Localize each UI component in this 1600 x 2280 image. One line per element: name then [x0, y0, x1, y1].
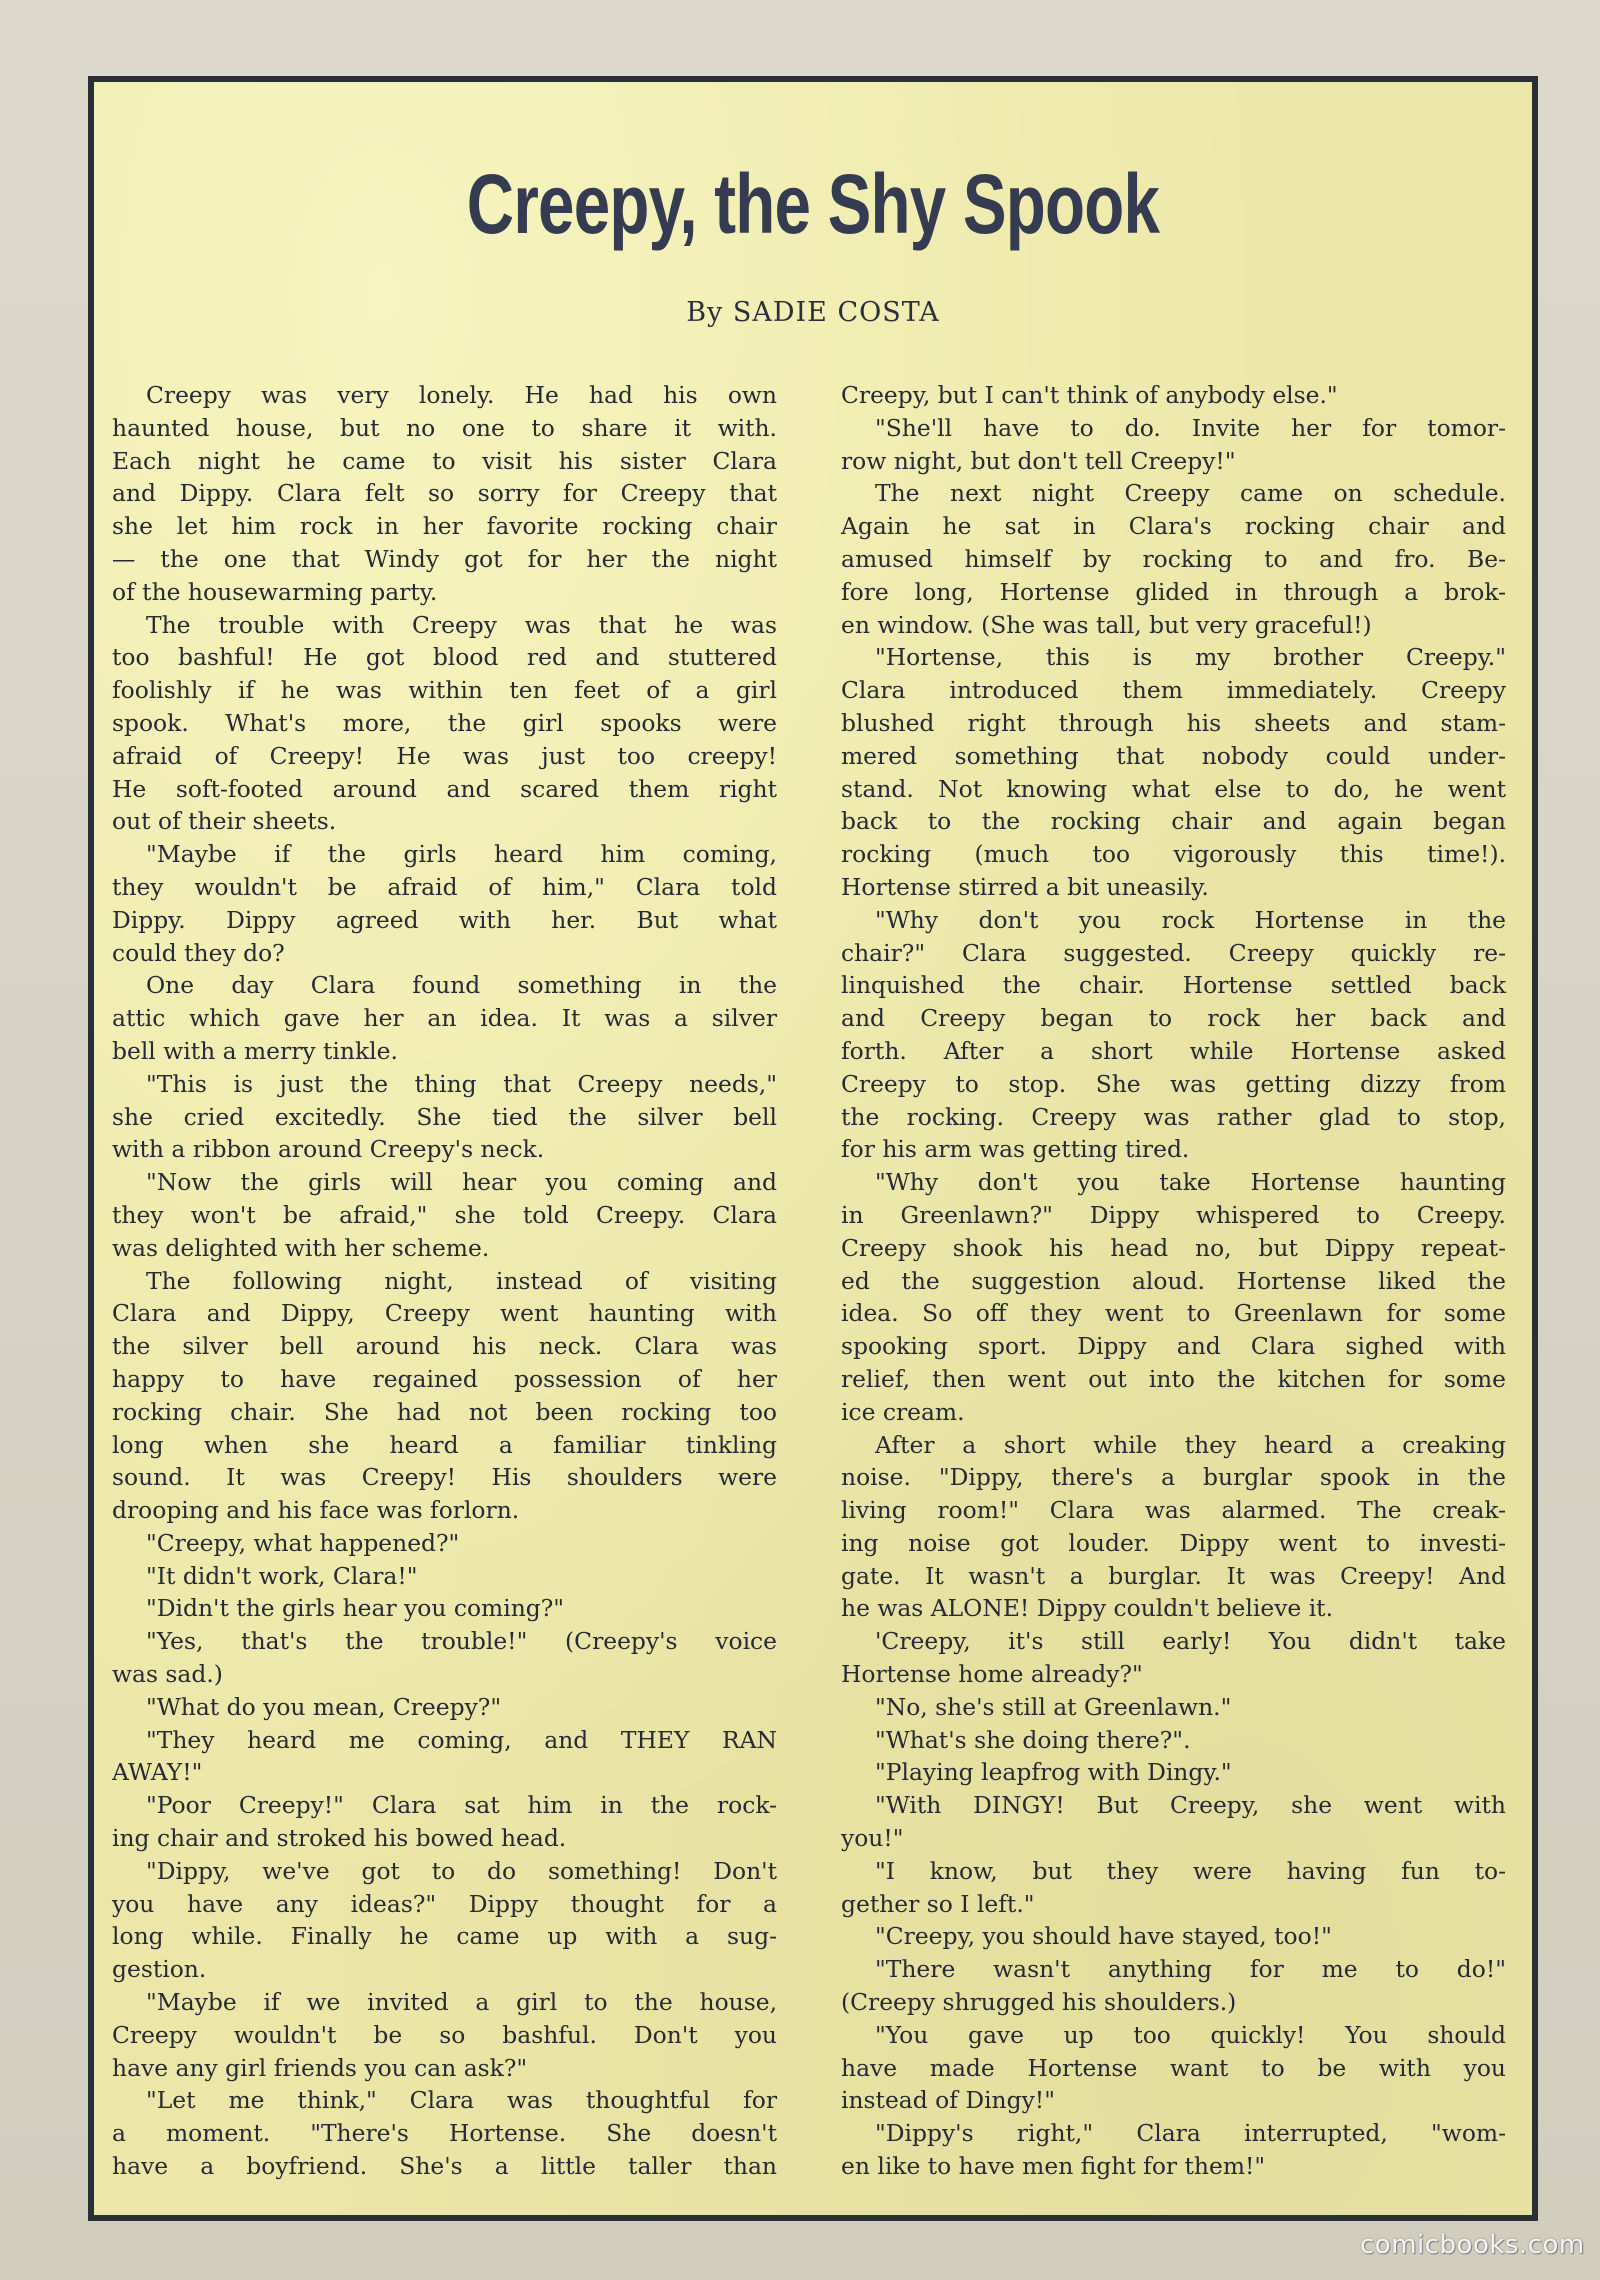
story-line: amused himself by rocking to and fro. Be- [841, 544, 1506, 573]
story-byline: By SADIE COSTA [686, 297, 940, 328]
story-line: stand. Not knowing what else to do, he went [841, 774, 1506, 803]
story-line: spook. What's more, the girl spooks were [112, 708, 777, 737]
story-line: the silver bell around his neck. Clara was [112, 1332, 777, 1361]
story-line: too bashful! He got blood red and stuttered [112, 643, 777, 672]
story-line: The next night Creepy came on schedule. [875, 479, 1506, 508]
story-line: forth. After a short while Hortense asked [841, 1036, 1506, 1065]
story-line: afraid of Creepy! He was just too creepy! [112, 741, 777, 770]
story-line: "Poor Creepy!" Clara sat him in the rock- [146, 1791, 777, 1820]
story-line: foolishly if he was within ten feet of a girl [112, 676, 777, 705]
story-line: drooping and his face was forlorn. [112, 1496, 520, 1525]
story-line: "There wasn't anything for me to do!" [875, 1955, 1506, 1984]
story-line: "Why don't you take Hortense haunting [875, 1168, 1506, 1197]
story-line: "What's she doing there?". [875, 1725, 1191, 1754]
story-line: have made Hortense want to be with you [841, 2053, 1506, 2082]
story-line: "She'll have to do. Invite her for tomor- [875, 413, 1506, 442]
story-line: Creepy wouldn't be so bashful. Don't you [112, 2020, 777, 2049]
story-line: "Playing leapfrog with Dingy." [875, 1758, 1232, 1787]
story-line: en window. (She was tall, but very graceful!) [841, 610, 1372, 639]
story-line: "Yes, that's the trouble!" (Creepy's voice [146, 1627, 777, 1656]
story-line: linquished the chair. Hortense settled back [841, 971, 1506, 1000]
story-line: ing noise got louder. Dippy went to investi- [841, 1528, 1506, 1557]
story-line: "With DINGY! But Creepy, she went with [875, 1791, 1506, 1820]
story-line: happy to have regained possession of her [112, 1364, 777, 1393]
story-line: haunted house, but no one to share it with. [112, 413, 777, 442]
story-line: you have any ideas?" Dippy thought for a [112, 1889, 777, 1918]
story-line: she let him rock in her favorite rocking chair [112, 512, 777, 541]
story-line: for his arm was getting tired. [841, 1135, 1190, 1164]
story-line: Creepy was very lonely. He had his own [146, 381, 777, 409]
text-column-right [841, 379, 1506, 2183]
story-line: "You gave up too quickly! You should [875, 2020, 1506, 2049]
story-line: was sad.) [112, 1660, 223, 1689]
text-column-left [112, 379, 777, 2183]
story-line: "Let me think," Clara was thoughtful for [146, 2086, 777, 2115]
story-line: Each night he came to visit his sister Clara [112, 446, 777, 475]
story-line: gestion. [112, 1955, 207, 1984]
story-line: sound. It was Creepy! His shoulders were [112, 1463, 777, 1492]
story-line: Clara and Dippy, Creepy went haunting with [112, 1299, 777, 1328]
story-line: gate. It wasn't a burglar. It was Creepy! And [841, 1561, 1506, 1590]
story-line: After a short while they heard a creaking [875, 1430, 1506, 1459]
story-line: back to the rocking chair and again began [841, 807, 1506, 836]
story-line: — the one that Windy got for her the night [112, 544, 777, 573]
story-line: (Creepy shrugged his shoulders.) [841, 1988, 1237, 2017]
story-title: Creepy, the Shy Spook [466, 157, 1160, 251]
story-line: "This is just the thing that Creepy needs," [146, 1069, 777, 1098]
story-line: Creepy, but I can't think of anybody else." [841, 381, 1338, 409]
story-line: with a ribbon around Creepy's neck. [112, 1135, 545, 1164]
story-line: and Creepy began to rock her back and [841, 1004, 1506, 1033]
story-line: have any girl friends you can ask?" [112, 2053, 528, 2082]
story-line: "Maybe if the girls heard him coming, [146, 840, 777, 869]
story-line: "Creepy, what happened?" [146, 1528, 460, 1557]
story-line: "I know, but they were having fun to- [875, 1856, 1506, 1885]
story-line: was delighted with her scheme. [112, 1233, 490, 1262]
story-line: and Dippy. Clara felt so sorry for Creepy that [112, 479, 777, 508]
story-line: rocking chair. She had not been rocking too [112, 1397, 777, 1426]
story-line: "Now the girls will hear you coming and [146, 1168, 777, 1197]
story-line: they wouldn't be afraid of him," Clara told [112, 872, 777, 901]
story-line: "Why don't you rock Hortense in the [875, 905, 1506, 934]
story-line: The following night, instead of visiting [146, 1266, 777, 1295]
story-line: Hortense stirred a bit uneasily. [841, 872, 1209, 901]
story-line: 'Creepy, it's still early! You didn't take [875, 1627, 1506, 1656]
story-line: spooking sport. Dippy and Clara sighed with [841, 1332, 1506, 1361]
story-line: ed the suggestion aloud. Hortense liked the [841, 1266, 1506, 1295]
story-line: he was ALONE! Dippy couldn't believe it. [841, 1594, 1334, 1623]
story-line: Creepy to stop. She was getting dizzy from [841, 1069, 1506, 1098]
story-line: they won't be afraid," she told Creepy. Clara [112, 1200, 777, 1229]
story-line: Dippy. Dippy agreed with her. But what [112, 905, 777, 934]
story-line: out of their sheets. [112, 807, 337, 836]
story-line: long while. Finally he came up with a sug- [112, 1922, 777, 1951]
story-line: she cried excitedly. She tied the silver bell [112, 1102, 777, 1131]
story-line: mered something that nobody could under- [841, 741, 1506, 770]
story-line: en like to have men fight for them!" [841, 2152, 1266, 2181]
story-line: noise. "Dippy, there's a burglar spook in the [841, 1463, 1506, 1492]
story-line: gether so I left." [841, 1889, 1035, 1918]
story-line: Creepy shook his head no, but Dippy repeat- [841, 1233, 1506, 1262]
site-watermark: comicbooks.com [1360, 2230, 1585, 2260]
story-line: "Didn't the girls hear you coming?" [146, 1594, 565, 1623]
story-line: "Creepy, you should have stayed, too!" [875, 1922, 1332, 1951]
story-panel [88, 76, 1538, 2221]
story-line: "It didn't work, Clara!" [146, 1561, 418, 1590]
story-line: ice cream. [841, 1397, 965, 1426]
story-line: The trouble with Creepy was that he was [146, 610, 777, 639]
story-line: Clara introduced them immediately. Creepy [841, 676, 1506, 705]
story-line: instead of Dingy!" [841, 2086, 1055, 2115]
story-line: of the housewarming party. [112, 577, 438, 606]
story-line: One day Clara found something in the [146, 971, 777, 1000]
story-line: living room!" Clara was alarmed. The creak- [841, 1496, 1506, 1525]
story-line: AWAY!" [112, 1758, 203, 1787]
story-line: attic which gave her an idea. It was a silver [112, 1004, 777, 1033]
story-line: He soft-footed around and scared them right [112, 774, 777, 803]
story-line: relief, then went out into the kitchen for some [841, 1364, 1506, 1393]
story-line: ing chair and stroked his bowed head. [112, 1824, 567, 1853]
story-line: row night, but don't tell Creepy!" [841, 446, 1236, 475]
story-line: Hortense home already?" [841, 1660, 1143, 1689]
story-line: chair?" Clara suggested. Creepy quickly re- [841, 938, 1506, 967]
story-line: could they do? [112, 938, 285, 967]
story-line: fore long, Hortense glided in through a brok- [841, 577, 1506, 606]
story-line: blushed right through his sheets and stam- [841, 708, 1506, 737]
story-line: "What do you mean, Creepy?" [146, 1692, 502, 1721]
story-line: "They heard me coming, and THEY RAN [146, 1725, 777, 1754]
story-line: "Dippy, we've got to do something! Don't [146, 1856, 777, 1885]
story-line: "No, she's still at Greenlawn." [875, 1692, 1232, 1721]
story-line: idea. So off they went to Greenlawn for some [841, 1299, 1506, 1328]
story-line: have a boyfriend. She's a little taller than [112, 2152, 777, 2181]
story-line: bell with a merry tinkle. [112, 1036, 398, 1065]
story-line: rocking (much too vigorously this time!). [841, 840, 1506, 869]
story-line: "Maybe if we invited a girl to the house, [146, 1988, 777, 2017]
story-line: you!" [841, 1824, 904, 1853]
story-line: the rocking. Creepy was rather glad to stop, [841, 1102, 1506, 1131]
story-line: "Dippy's right," Clara interrupted, "wom- [875, 2119, 1506, 2148]
story-line: long when she heard a familiar tinkling [112, 1430, 777, 1459]
story-line: a moment. "There's Hortense. She doesn't [112, 2119, 777, 2148]
story-line: "Hortense, this is my brother Creepy." [875, 643, 1506, 672]
story-line: in Greenlawn?" Dippy whispered to Creepy. [841, 1200, 1506, 1229]
story-line: Again he sat in Clara's rocking chair and [841, 512, 1506, 541]
